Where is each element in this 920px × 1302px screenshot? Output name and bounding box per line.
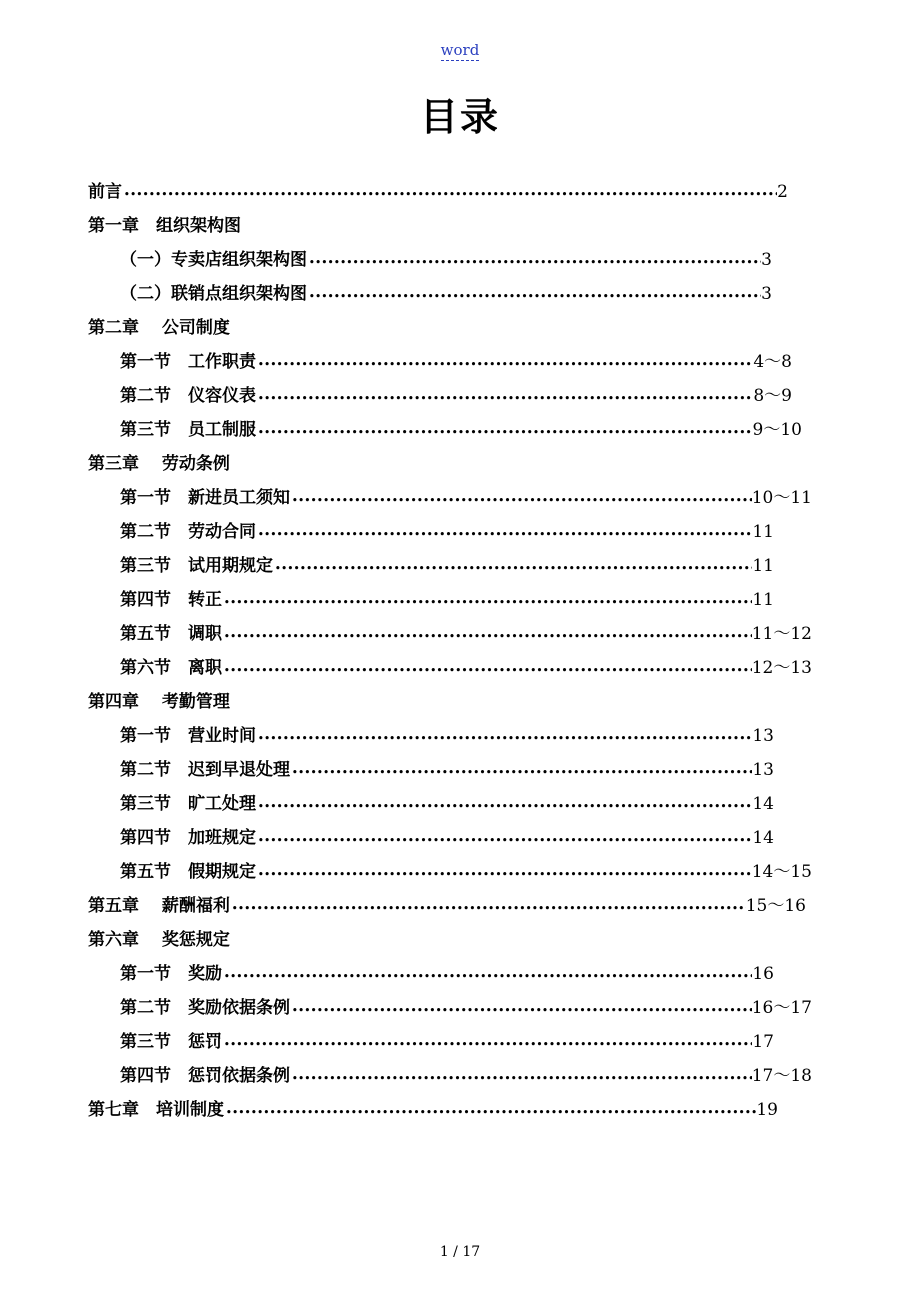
header-link[interactable]: word bbox=[440, 41, 480, 59]
leader-dots bbox=[292, 996, 752, 1020]
toc-page: 19 bbox=[756, 1100, 778, 1120]
leader-dots bbox=[226, 1098, 756, 1122]
toc-page: 14～15 bbox=[751, 862, 812, 882]
toc-page: 12～13 bbox=[751, 658, 812, 678]
toc-page: 4～8 bbox=[753, 352, 792, 372]
toc-entry[interactable]: 第三节 试用期规定 ••••• 11 bbox=[120, 554, 774, 578]
leader-dots bbox=[292, 758, 752, 782]
leader-dots bbox=[224, 622, 752, 646]
toc-entry[interactable]: 第一节 新进员工须知 ••••• 10～11 bbox=[120, 486, 812, 510]
leader-dots bbox=[309, 248, 761, 272]
toc-entry[interactable]: 第三节 员工制服 ••••• 9～10 bbox=[120, 418, 802, 442]
leader-dots bbox=[124, 180, 777, 204]
leader-dots bbox=[258, 520, 752, 544]
toc-page: 11 bbox=[752, 590, 774, 610]
toc-entry[interactable]: 第四节 惩罚依据条例 ••••• 17～18 bbox=[120, 1064, 812, 1088]
toc-entry[interactable]: 第二节 仪容仪表 ••••• 8～9 bbox=[120, 384, 792, 408]
leader-dots bbox=[232, 894, 746, 918]
toc-entry[interactable]: 第一节 营业时间 ••••• 13 bbox=[120, 724, 774, 748]
toc-entry[interactable]: 第一节 工作职责 ••••• 4～8 bbox=[120, 350, 792, 374]
toc-page: 9～10 bbox=[752, 420, 802, 440]
toc-chapter[interactable]: 第四章 考勤管理 bbox=[88, 692, 230, 712]
leader-dots bbox=[258, 418, 753, 442]
toc-page: 11 bbox=[752, 522, 774, 542]
leader-dots bbox=[258, 350, 753, 374]
leader-dots bbox=[258, 724, 752, 748]
toc-page: 3 bbox=[761, 284, 772, 304]
leader-dots bbox=[224, 588, 752, 612]
leader-dots bbox=[292, 1064, 752, 1088]
toc-chapter[interactable]: 第二章 公司制度 bbox=[88, 318, 230, 338]
leader-dots bbox=[258, 860, 752, 884]
toc-page: 14 bbox=[752, 794, 774, 814]
toc-entry[interactable]: 第五节 假期规定 ••••• 14～15 bbox=[120, 860, 812, 884]
toc-page: 14 bbox=[752, 828, 774, 848]
toc-chapter[interactable]: 第六章 奖惩规定 bbox=[88, 930, 230, 950]
toc-page: 11 bbox=[752, 556, 774, 576]
toc-entry[interactable]: （二）联销点组织架构图 ••••• 3 bbox=[120, 282, 772, 306]
toc-entry[interactable]: 前言 ••••• 2 bbox=[88, 180, 788, 204]
toc-entry[interactable]: 第五章 薪酬福利 ••••• 15～16 bbox=[88, 894, 806, 918]
toc-entry[interactable]: 第三节 旷工处理 ••••• 14 bbox=[120, 792, 774, 816]
toc-page: 11～12 bbox=[751, 624, 812, 644]
toc-entry[interactable]: 第六节 离职 ••••• 12～13 bbox=[120, 656, 812, 680]
toc-page: 15～16 bbox=[745, 896, 806, 916]
toc-entry[interactable]: （一）专卖店组织架构图 ••••• 3 bbox=[120, 248, 772, 272]
leader-dots bbox=[258, 384, 753, 408]
toc-entry[interactable]: 第二节 劳动合同 ••••• 11 bbox=[120, 520, 774, 544]
leader-dots bbox=[224, 962, 752, 986]
toc-entry[interactable]: 第七章 培训制度 ••••• 19 bbox=[88, 1098, 778, 1122]
toc-entry[interactable]: 第四节 转正 ••••• 11 bbox=[120, 588, 774, 612]
toc-page: 10～11 bbox=[751, 488, 812, 508]
leader-dots bbox=[258, 792, 752, 816]
leader-dots bbox=[258, 826, 752, 850]
toc-chapter[interactable]: 第三章 劳动条例 bbox=[88, 454, 230, 474]
toc-chapter[interactable]: 第一章 组织架构图 bbox=[88, 216, 241, 236]
leader-dots bbox=[224, 1030, 752, 1054]
page-title: 目录 bbox=[419, 95, 500, 139]
toc-page: 17～18 bbox=[751, 1066, 812, 1086]
toc-page: 16 bbox=[752, 964, 774, 984]
toc-entry[interactable]: 第四节 加班规定 ••••• 14 bbox=[120, 826, 774, 850]
toc-page: 13 bbox=[752, 760, 774, 780]
toc-entry[interactable]: 第二节 迟到早退处理 ••••• 13 bbox=[120, 758, 774, 782]
leader-dots bbox=[224, 656, 752, 680]
toc-entry[interactable]: 第二节 奖励依据条例 ••••• 16～17 bbox=[120, 996, 812, 1020]
toc-entry[interactable]: 第三节 惩罚 ••••• 17 bbox=[120, 1030, 774, 1054]
toc-page: 3 bbox=[761, 250, 772, 270]
toc-entry[interactable]: 第一节 奖励 ••••• 16 bbox=[120, 962, 774, 986]
toc-page: 16～17 bbox=[751, 998, 812, 1018]
toc-page: 2 bbox=[777, 182, 788, 202]
toc-entry[interactable]: 第五节 调职 ••••• 11～12 bbox=[120, 622, 812, 646]
toc-page: 13 bbox=[752, 726, 774, 746]
leader-dots bbox=[309, 282, 761, 306]
page-number: 1 / 17 bbox=[439, 1244, 481, 1260]
leader-dots bbox=[292, 486, 752, 510]
toc-page: 8～9 bbox=[753, 386, 792, 406]
toc-page: 17 bbox=[752, 1032, 774, 1052]
leader-dots bbox=[275, 554, 752, 578]
